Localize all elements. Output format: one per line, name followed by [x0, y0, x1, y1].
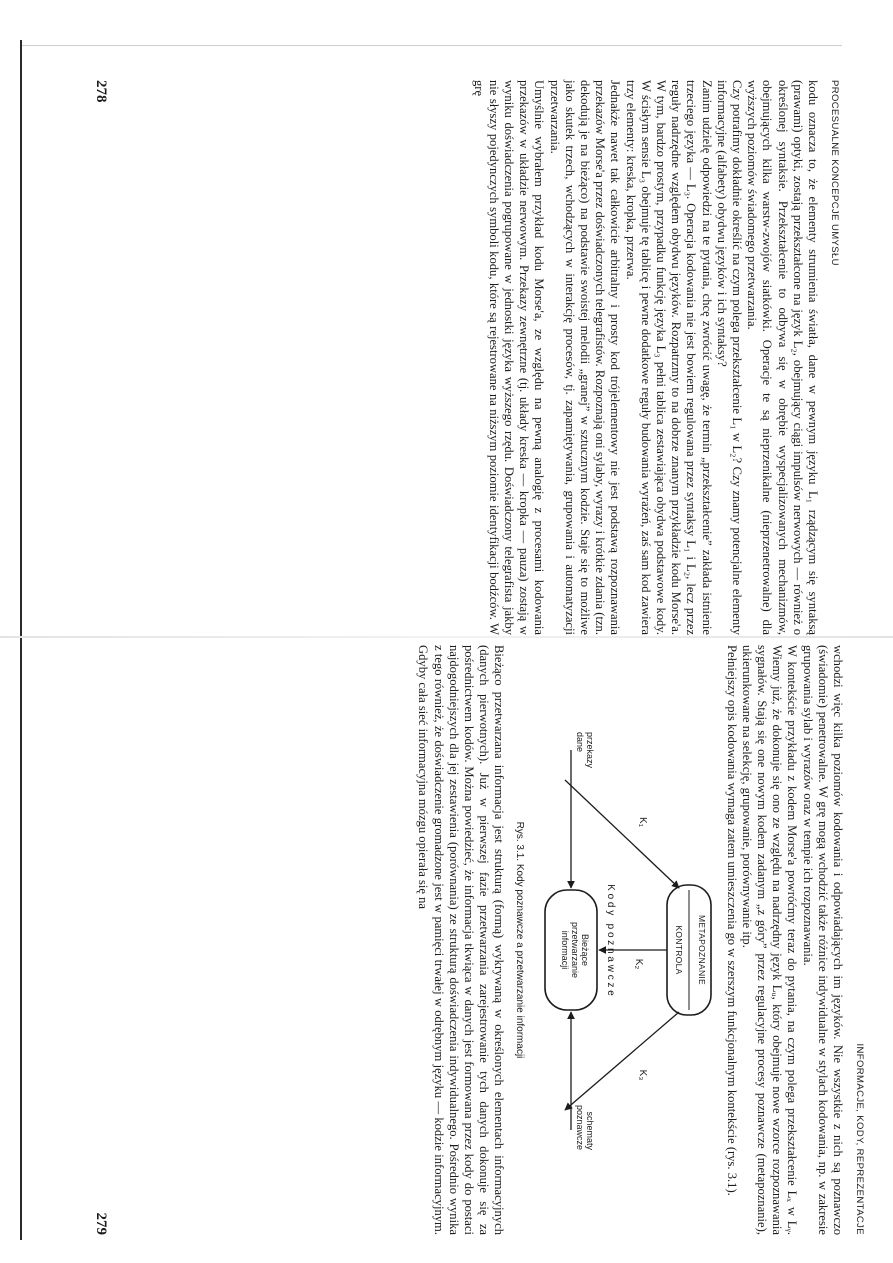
- paragraph: Czy potrafimy dokładnie określić na czym polega przekształcenie L₁ w L₂? Czy znamy potencjalne elementy informacyjne (alfabety) obydwu języków i ich syntaksy?: [714, 80, 744, 635]
- running-head-right: INFORMACJE, KODY, REPREZENTACJE: [854, 1043, 865, 1235]
- paragraph: Umyślnie wybrałem przykład kodu Morse'a, ze względu na pewną analogię z procesami kodowania przekazów w układzie nerwowym. Przekazy zewnętrzne (tj. układy kreska — kropka — pauza) zostają w wyniku doświadczenia pogrupowane w jednostki języka wyższego rzędu. Doświadczony telegrafista jakby nie słyszy pojedynczych symboli kodu, które są rejestrowane na niższym poziomie identyfikacji bodźców. W grę: [471, 80, 547, 635]
- page-278: [92, 80, 842, 635]
- book-binding-edge: [20, 40, 22, 1240]
- input-label: przekazy dane: [575, 732, 596, 769]
- control-label: KONTROLA: [674, 925, 685, 975]
- paragraph: W kontekście przykładu z kodem Morse'a powróćmy teraz do pytania, na czym polega przekształcenie Lₓ w Lᵧ. Wiemy już, że dokonuje się ono ze względu na nadrzędny język Lᵤ, który obejmuje nowe wzorce rozpoznawania sygnałów. Stają się one nowym kodem zadanym „z góry” przez regulacyjne procesy poznawcze (metapoznanie), ukierunkowane na selekcję, grupowanie, porównywanie itp.: [739, 645, 800, 1235]
- processing-label: Bieżące przetwarzanie informacji: [560, 921, 591, 979]
- page-number-279: 279: [93, 1212, 109, 1235]
- page-fold: [0, 636, 893, 638]
- scan-top-edge: [22, 45, 842, 46]
- figure-caption: Rys. 3.1. Kody poznawcze a przetwarzanie informacji: [514, 821, 526, 1059]
- page-279-body-top: [723, 645, 845, 1235]
- paragraph: Jednakże nawet tak całkowicie arbitralny i prosty kod trójelementowy nie jest podstawą rozpoznawania przekazów Morse'a przez doświadczonych telegrafistów. Rozpoznają oni sylaby, wyrazy i krótkie zdania (tzn. dekodują je na bieżąco) na podstawie swoistej melodii „granej” w sztucznym kodzie. Staje się to możliwe jako skutek trzech, wchodzących w interakcję procesów, tj. zapamiętywania, grupowania i automatyzacji przetwarzania.: [547, 80, 623, 635]
- paragraph: kodu oznacza to, że elementy strumienia światła, dane w pewnym języku L₁ rządzącym się syntaksą (prawami) optyki, zostają przekształcone na język L₂, obejmujący ciągi impulsów nerwowych — również o określonej syntaksie. Przekształcenie to odbywa się w obrębie wyspecjalizowanych mechanizmów, obejmujących kilka warstw-zwojów siatkówki. Operacje te są nieprzenikalne (nieprzenetrowalne) dla wyższych poziomów świadomego przetwarzania.: [745, 80, 820, 635]
- schemas-label: schematy poznawcze: [575, 1104, 596, 1150]
- figure-3-1: [510, 730, 715, 1150]
- page-number-278: 278: [93, 80, 109, 103]
- page-279: [92, 645, 867, 1235]
- page-279-body-bottom: [415, 645, 506, 1235]
- cognitive-codes-label: K o d y p o z n a w c z e: [605, 884, 617, 996]
- page-278-content: [92, 80, 842, 635]
- page-279-content: [92, 645, 867, 1235]
- paragraph: Pełniejszy opis kodowania wymaga zatem umieszczenia go w szerszym funkcjonalnym kontekście (rys. 3.1).: [724, 645, 739, 1196]
- paragraph: wchodzi więc kilka poziomów kodowania i odpowiadających im języków. Nie wszystkie z nich są poznawczo (świadomie) penetrowalne. W grę mogą wchodzić także różnice indywidualne w stylach kodowania, np. w zakresie grupowania sylab i wyrazów oraz w tempie ich rozpoznawania.: [800, 645, 845, 1235]
- figure-diagram: [530, 730, 715, 1150]
- k1-label: K₁: [637, 816, 649, 828]
- page-278-body: [470, 80, 820, 635]
- running-head-left: PROCESUALNE KONCEPCJE UMYSŁU: [829, 80, 840, 266]
- k2-label: K₂: [633, 958, 645, 970]
- k1-arrow: [565, 780, 679, 888]
- k3-label: K₃: [637, 1069, 649, 1081]
- metacognition-label: METAPOZNANIE: [697, 914, 708, 986]
- paragraph: Zanim udzielę odpowiedzi na te pytania, chcę zwrócić uwagę, że termin „przekształcenie” zakłada istnienie trzeciego języka — L₃. Operacja kodowania nie jest bowiem regulowana przez syntaksy L₁ i L₂, lecz przez reguły nadrzędne względem obydwu języków. Rozpatrzmy to na dobrze znanym przykładzie kodu Morse'a. W tym, bardzo prostym, przypadku funkcję języka L₃ pełni tablica zestawiająca obydwa podstawowe kody. W ścisłym sensie L₃ obejmuje tę tablicę i pewne dodatkowe reguły budowania wyrażeń, zaś sam kod zawiera trzy elementy: kreska, kropka, przerwa.: [623, 80, 714, 635]
- paragraph: Bieżąco przetwarzana informacja jest strukturą (formą) wykrywaną w określonych elementach informacyjnych (danych pierwotnych). Już w pierwszej fazie przetwarzania zarejestrowanie tych danych dokonuje się za pośrednictwem kodów. Można powiedzieć, że informacja tkwiąca w danych jest formowana przez kody do postaci najdogodniejszych dla jej zestawienia (porównania) ze strukturą doświadczenia indywidualnego. Pośrednio wynika z tego również, że doświadczenie gromadzone jest w pamięci trwałej w odrębnym języku — kodzie informacyjnym. Gdyby cała sieć informacyjna mózgu opierała się na: [416, 645, 507, 1235]
